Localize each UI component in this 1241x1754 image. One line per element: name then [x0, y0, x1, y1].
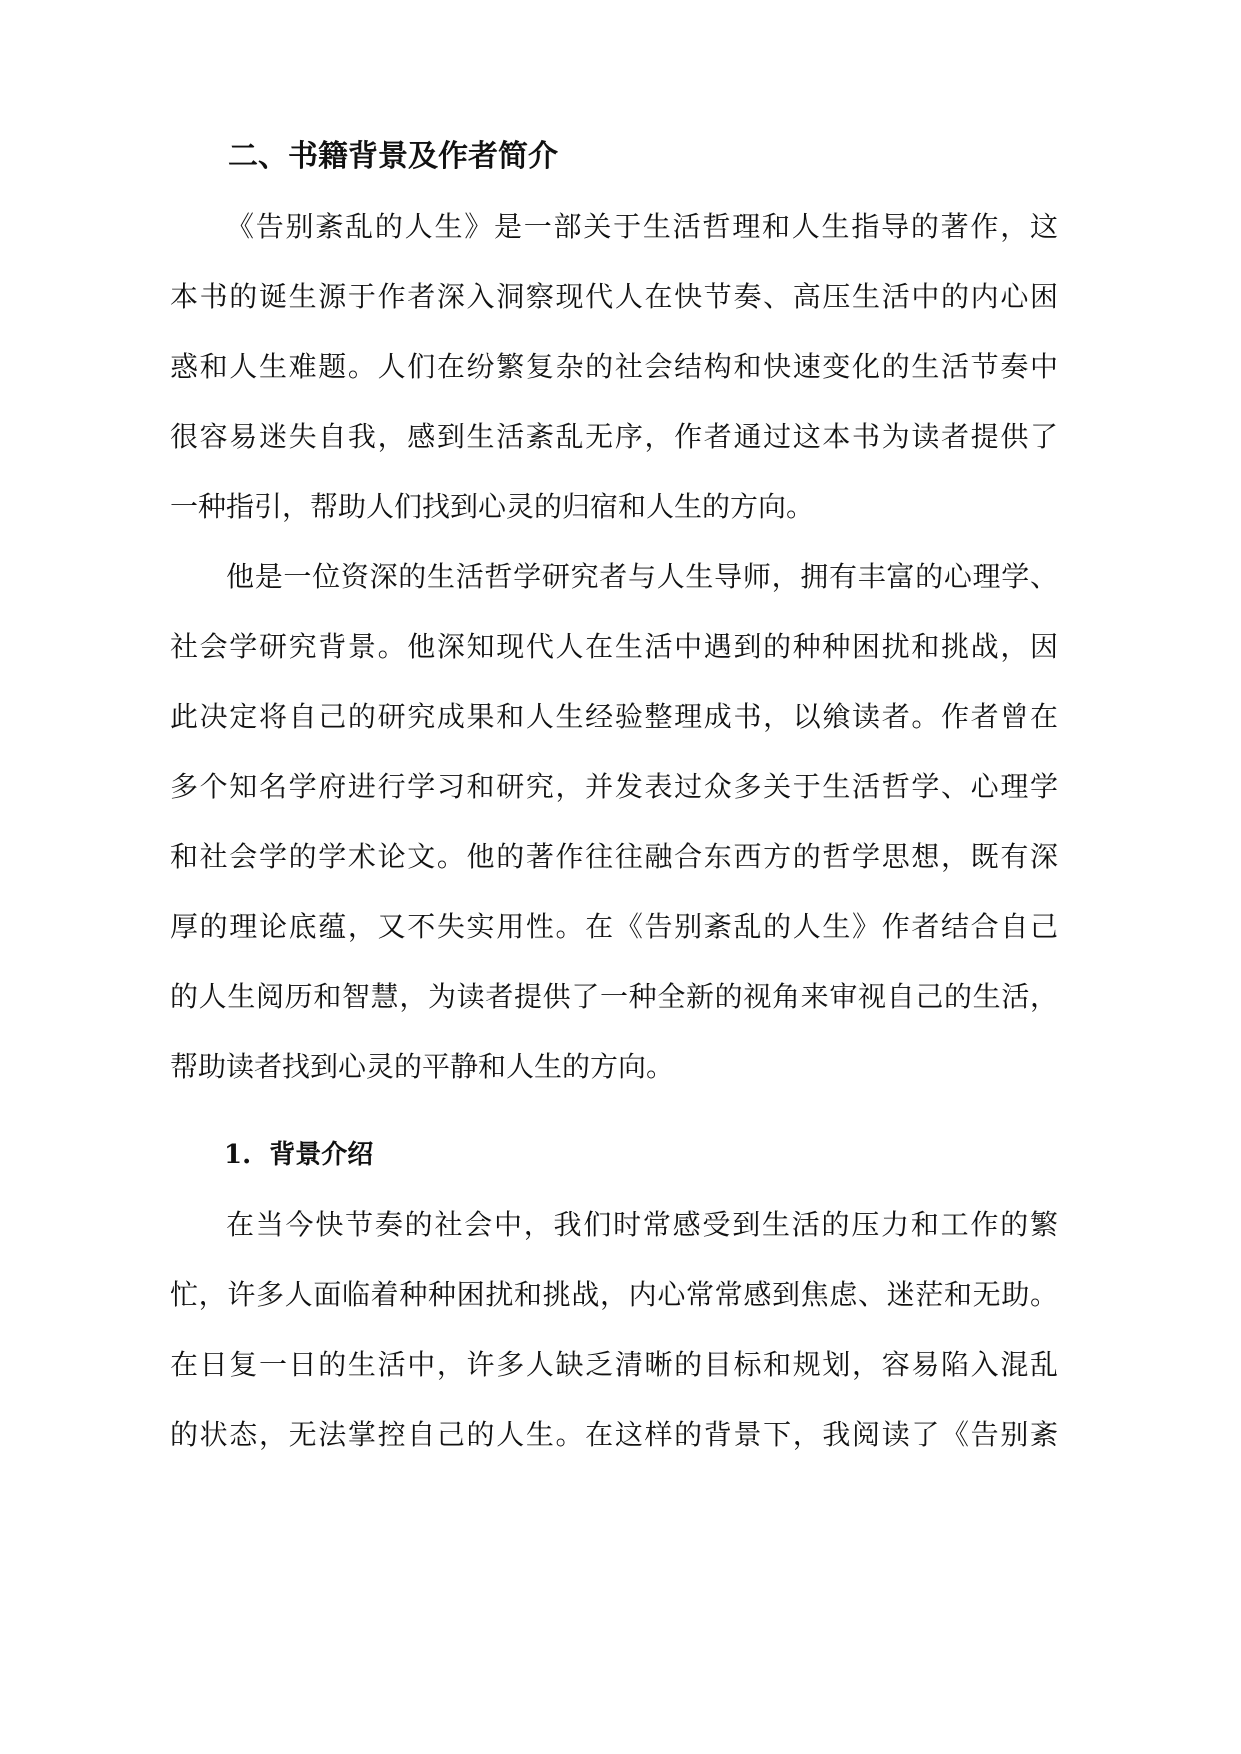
text-line: 的人生阅历和智慧，为读者提供了一种全新的视角来审视自己的生活，: [170, 980, 1058, 1013]
paragraph-author-intro: [170, 542, 1058, 1102]
text-line: 社会学研究背景。他深知现代人在生活中遇到的种种困扰和挑战，因: [170, 630, 1058, 663]
paragraph-book-intro: [170, 192, 1058, 542]
text-line: 厚的理论底蕴，又不失实用性。在《告别紊乱的人生》作者结合自己: [170, 910, 1058, 943]
text-line: 的状态，无法掌控自己的人生。在这样的背景下，我阅读了《告别紊: [170, 1418, 1058, 1451]
text-line: 帮助读者找到心灵的平静和人生的方向。: [170, 1050, 675, 1083]
text-line: 很容易迷失自我，感到生活紊乱无序，作者通过这本书为读者提供了: [170, 420, 1058, 453]
text-line: 在日复一日的生活中，许多人缺乏清晰的目标和规划，容易陷入混乱: [170, 1348, 1058, 1381]
text-line: 忙，许多人面临着种种困扰和挑战，内心常常感到焦虑、迷茫和无助。: [170, 1278, 1058, 1311]
subsection-heading: 1. 背景介绍: [224, 1140, 374, 1170]
text-line: 在当今快节奏的社会中，我们时常感受到生活的压力和工作的繁: [226, 1208, 1058, 1241]
text-line: 和社会学的学术论文。他的著作往往融合东西方的哲学思想，既有深: [170, 840, 1058, 873]
paragraph-background: [170, 1190, 1058, 1470]
text-line: 本书的诞生源于作者深入洞察现代人在快节奏、高压生活中的内心困: [170, 280, 1058, 313]
text-line: 《告别紊乱的人生》是一部关于生活哲理和人生指导的著作，这: [226, 210, 1058, 243]
text-line: 此决定将自己的研究成果和人生经验整理成书，以飨读者。作者曾在: [170, 700, 1058, 733]
text-line: 他是一位资深的生活哲学研究者与人生导师，拥有丰富的心理学、: [226, 560, 1058, 593]
section-heading: 二、书籍背景及作者简介: [228, 139, 558, 174]
text-line: 多个知名学府进行学习和研究，并发表过众多关于生活哲学、心理学: [170, 770, 1058, 803]
page-content: [170, 122, 1058, 1470]
text-line: 惑和人生难题。人们在纷繁复杂的社会结构和快速变化的生活节奏中: [170, 350, 1058, 383]
text-line: 一种指引，帮助人们找到心灵的归宿和人生的方向。: [170, 490, 815, 523]
